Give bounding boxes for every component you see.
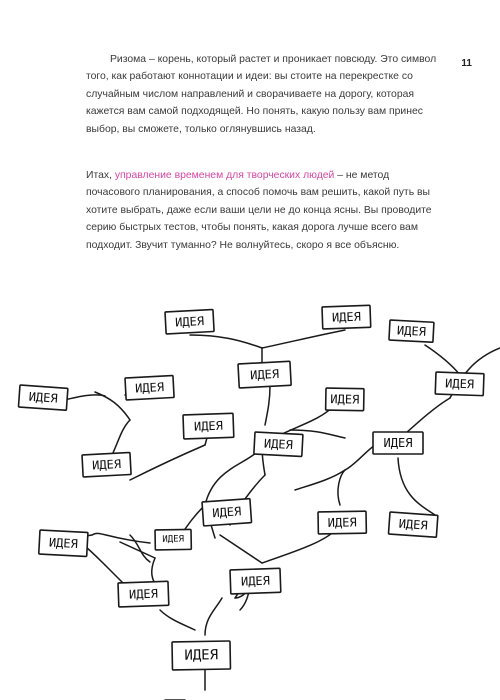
page-number: 11	[461, 58, 472, 69]
idea-node	[230, 568, 281, 594]
edge	[338, 470, 345, 505]
idea-node	[373, 432, 423, 454]
svg-text:ИДЕЯ: ИДЕЯ	[174, 313, 205, 330]
paragraph2-lead: Итах,	[86, 170, 115, 181]
idea-node	[155, 529, 191, 550]
idea-node	[254, 432, 303, 456]
edge	[105, 565, 125, 585]
edge	[130, 445, 205, 480]
svg-text:ИДЕЯ: ИДЕЯ	[28, 389, 59, 406]
edge	[160, 610, 195, 630]
svg-text:ИДЕЯ: ИДЕЯ	[128, 586, 159, 602]
idea-node	[39, 530, 88, 556]
idea-node	[172, 641, 230, 670]
edge	[205, 598, 222, 635]
svg-text:ИДЕЯ: ИДЕЯ	[396, 323, 427, 339]
edge	[262, 330, 345, 348]
idea-node	[318, 511, 366, 534]
idea-node	[238, 361, 291, 388]
paragraph-rhizoma	[86, 51, 438, 138]
edge	[345, 445, 375, 470]
edge	[92, 533, 150, 543]
svg-text:ИДЕЯ: ИДЕЯ	[398, 516, 429, 533]
svg-text:ИДЕЯ: ИДЕЯ	[162, 534, 185, 545]
idea-node	[389, 320, 434, 342]
svg-text:ИДЕЯ: ИДЕЯ	[331, 309, 362, 325]
idea-node	[183, 413, 234, 439]
paragraph-rhizoma-text: Ризома – корень, который растет и проникает повсюду. Это символ того, как работают коннотации и идеи: вы стоите на перекрестке со случайным числом направлений и сворачиваете на дорогу, которая кажется вам самой подходящей. Но понять, какую пользу вам принес выбор, вы сможете, только оглянувшись назад.	[86, 54, 437, 135]
svg-text:ИДЕЯ: ИДЕЯ	[249, 366, 280, 383]
idea-node	[18, 385, 67, 410]
idea-node	[118, 581, 169, 607]
idea-node	[322, 305, 371, 329]
svg-text:ИДЕЯ: ИДЕЯ	[193, 418, 224, 434]
edge	[220, 535, 262, 563]
highlighted-phrase: управление временем для творческих людей	[114, 170, 335, 181]
idea-node	[82, 452, 131, 476]
svg-text:ИДЕЯ: ИДЕЯ	[444, 376, 475, 392]
svg-text:ИДЕЯ: ИДЕЯ	[184, 647, 219, 664]
edge	[205, 446, 262, 505]
svg-text:ИДЕЯ: ИДЕЯ	[240, 573, 271, 589]
svg-text:ИДЕЯ: ИДЕЯ	[134, 379, 165, 396]
idea-node	[165, 309, 214, 333]
svg-text:ИДЕЯ: ИДЕЯ	[330, 392, 360, 407]
paragraph2-rest: – не метод почасового планирования, а способ помочь вам решить, какой путь вы хотите выбрать, даже если ваши цели не до конца ясны. Вы проводите серию быстрых тестов, чтобы понять, какая дорога лучше всего вам подходит. Звучит туманно? Не волнуйтесь, скоро я все объясню.	[86, 170, 432, 251]
svg-text:ИДЕЯ: ИДЕЯ	[383, 436, 413, 450]
idea-node	[388, 512, 437, 537]
idea-tree-diagram	[0, 280, 500, 700]
edge	[190, 335, 262, 348]
svg-text:ИДЕЯ: ИДЕЯ	[211, 504, 242, 521]
svg-text:ИДЕЯ: ИДЕЯ	[263, 436, 294, 452]
idea-node	[202, 499, 252, 526]
edge	[265, 386, 270, 425]
svg-text:ИДЕЯ: ИДЕЯ	[327, 515, 357, 530]
edge	[425, 345, 460, 375]
idea-node	[435, 372, 484, 396]
idea-node	[125, 375, 174, 399]
edge	[95, 392, 130, 420]
idea-node	[326, 388, 364, 411]
svg-text:ИДЕЯ: ИДЕЯ	[91, 456, 122, 473]
edge	[398, 458, 435, 515]
diagram-nodes	[18, 305, 484, 670]
paragraph-time-management	[86, 167, 438, 254]
svg-text:ИДЕЯ: ИДЕЯ	[48, 535, 79, 551]
